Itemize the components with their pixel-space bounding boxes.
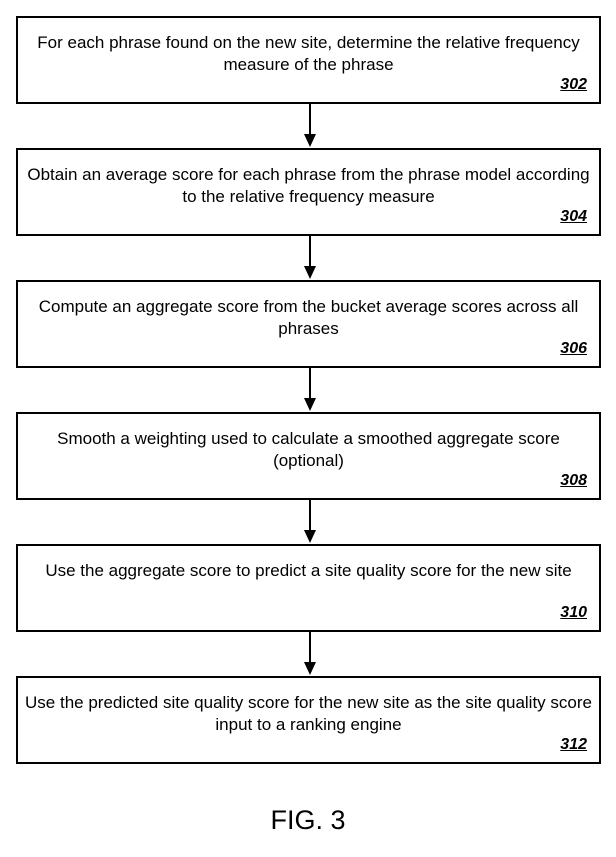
step-text-310: Use the aggregate score to predict a site quality score for the new site	[45, 561, 572, 580]
step-text-306: Compute an aggregate score from the bucket average scores across all phrases	[38, 297, 579, 338]
step-ref-302: 302	[560, 76, 587, 93]
step-box-304	[16, 148, 601, 236]
step-text-304: Obtain an average score for each phrase from the phrase model according to the relative frequency measure	[27, 165, 590, 206]
step-box-310	[16, 544, 601, 632]
step-ref-306: 306	[560, 340, 587, 357]
step-text-312: Use the predicted site quality score for the new site as the site quality score input to a ranking engine	[25, 693, 592, 734]
step-ref-304: 304	[560, 208, 587, 225]
arrow-302-to-304	[302, 104, 318, 148]
step-ref-308: 308	[560, 472, 587, 489]
step-text-308: Smooth a weighting used to calculate a smoothed aggregate score (optional)	[57, 429, 560, 470]
step-ref-312: 312	[560, 736, 587, 753]
step-box-306	[16, 280, 601, 368]
step-box-312	[16, 676, 601, 764]
arrow-304-to-306	[302, 236, 318, 280]
step-box-302	[16, 16, 601, 104]
arrow-306-to-308	[302, 368, 318, 412]
arrow-310-to-312	[302, 632, 318, 676]
step-box-308	[16, 412, 601, 500]
arrow-308-to-310	[302, 500, 318, 544]
step-ref-310: 310	[560, 604, 587, 621]
step-text-302: For each phrase found on the new site, determine the relative frequency measure of the phrase	[37, 33, 580, 74]
figure-label: FIG. 3	[270, 805, 346, 835]
